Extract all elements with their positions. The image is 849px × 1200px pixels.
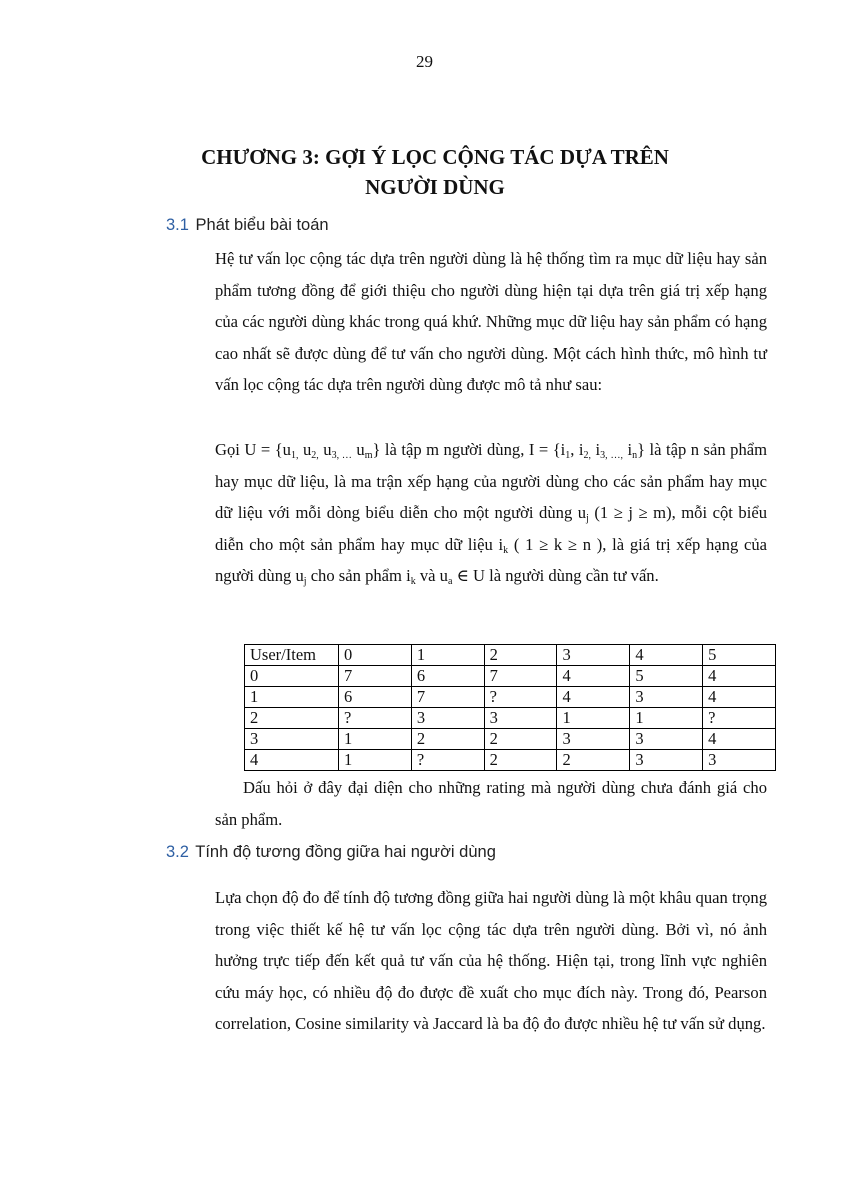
chapter-title-line2: NGƯỜI DÙNG: [365, 175, 505, 199]
table-cell: 3: [630, 729, 703, 750]
paragraph-definition: [215, 434, 767, 592]
chapter-title-line1: CHƯƠNG 3: GỢI Ý LỌC CỘNG TÁC DỰA TRÊN: [201, 145, 669, 169]
table-cell: 7: [411, 687, 484, 708]
section-heading-3-1: [166, 216, 329, 235]
table-cell: 3: [703, 750, 776, 771]
table-cell: 1: [630, 708, 703, 729]
table-cell: 4: [557, 666, 630, 687]
table-cell: 7: [339, 666, 412, 687]
paragraph-text: Gọi $U = \{u_{1,}$ $u_{2,}$ $u_{3, \dots}$ $u_m$} là tập m người dùng, $I = \{i_1$, $i_{2,}$ $i_{3, \dots,}$ $i_n$} là tập n sản phẩm hay mục dữ liệu, là ma trận xếp hạng của người dùng cho các sản phẩm hay mục dữ liệu với mỗi dòng biểu diễn cho một người dùng $u_j$ (1 ≥ j ≥ m), mỗi cột biểu diễn cho một sản phẩm hay mục dữ liệu $i_k$ ( 1 ≥ k ≥ n ), là giá trị xếp hạng của người dùng $u_j$ cho sản phẩm $i_k$ và $u_a$ ∈ U là người dùng cần tư vấn.: [215, 440, 768, 587]
table-header-row: [245, 645, 776, 666]
table-cell: 3: [630, 687, 703, 708]
section-title: Phát biểu bài toán: [195, 216, 329, 234]
table-cell: 3: [630, 750, 703, 771]
chapter-title: [150, 142, 720, 202]
table-row: [245, 729, 776, 750]
table-row: [245, 687, 776, 708]
table-cell: 6: [339, 687, 412, 708]
table-header-cell: 3: [557, 645, 630, 666]
table-cell: ?: [484, 687, 557, 708]
table-cell: 4: [245, 750, 339, 771]
table-cell: 4: [703, 666, 776, 687]
table-header-cell: 0: [339, 645, 412, 666]
table-cell: 3: [557, 729, 630, 750]
table-cell: 4: [557, 687, 630, 708]
paragraph-text: Lựa chọn độ đo để tính độ tương đồng giữa hai người dùng là một khâu quan trọng trong việc thiết kế hệ tư vấn lọc cộng tác dựa trên người dùng. Bởi vì, nó ảnh hưởng trực tiếp đến kết quả tư vấn của hệ thống. Hiện tại, trong lĩnh vực nghiên cứu máy học, có nhiều độ đo được đề xuất cho mục đích này. Trong đó, Pearson correlation, Cosine similarity và Jaccard là ba độ đo được nhiều hệ tư vấn sử dụng.: [215, 888, 767, 1033]
table-cell: 2: [557, 750, 630, 771]
table-cell: 3: [484, 708, 557, 729]
table-cell: 1: [557, 708, 630, 729]
paragraph-similarity: [215, 882, 767, 1040]
table-cell: 7: [484, 666, 557, 687]
table-cell: 4: [703, 687, 776, 708]
table-cell: ?: [411, 750, 484, 771]
table-cell: 1: [339, 750, 412, 771]
table-header-cell: User/Item: [245, 645, 339, 666]
page-number: 29: [416, 52, 433, 71]
section-number: 3.1: [166, 216, 189, 234]
table-cell: ?: [339, 708, 412, 729]
section-title: Tính độ tương đồng giữa hai người dùng: [195, 843, 496, 861]
table-row: [245, 750, 776, 771]
table-cell: 0: [245, 666, 339, 687]
table-header-cell: 2: [484, 645, 557, 666]
table-row: [245, 666, 776, 687]
table-row: [245, 708, 776, 729]
table-cell: ?: [703, 708, 776, 729]
table-header-cell: 1: [411, 645, 484, 666]
section-number: 3.2: [166, 843, 189, 861]
paragraph-text: Dấu hỏi ở đây đại diện cho những rating mà người dùng chưa đánh giá cho sản phẩm.: [215, 778, 767, 829]
table-cell: 4: [703, 729, 776, 750]
paragraph-intro: [215, 243, 767, 401]
table-cell: 1: [339, 729, 412, 750]
rating-matrix-table: [244, 644, 776, 771]
table-cell: 2: [484, 750, 557, 771]
table-cell: 1: [245, 687, 339, 708]
table-cell: 3: [245, 729, 339, 750]
table-header-cell: 5: [703, 645, 776, 666]
section-heading-3-2: [166, 843, 496, 862]
table-cell: 2: [411, 729, 484, 750]
table-cell: 2: [484, 729, 557, 750]
table-cell: 5: [630, 666, 703, 687]
paragraph-text: Hệ tư vấn lọc cộng tác dựa trên người dùng là hệ thống tìm ra mục dữ liệu hay sản phẩm tương đồng để giới thiệu cho người dùng hiện tại dựa trên giá trị xếp hạng của các người dùng khác trong quá khứ. Những mục dữ liệu hay sản phẩm có hạng cao nhất sẽ được dùng để tư vấn cho người dùng. Một cách hình thức, mô hình tư vấn lọc cộng tác dựa trên người dùng được mô tả như sau:: [215, 249, 767, 394]
table-header-cell: 4: [630, 645, 703, 666]
table-note: [215, 772, 767, 835]
table-cell: 3: [411, 708, 484, 729]
table-cell: 2: [245, 708, 339, 729]
table-cell: 6: [411, 666, 484, 687]
